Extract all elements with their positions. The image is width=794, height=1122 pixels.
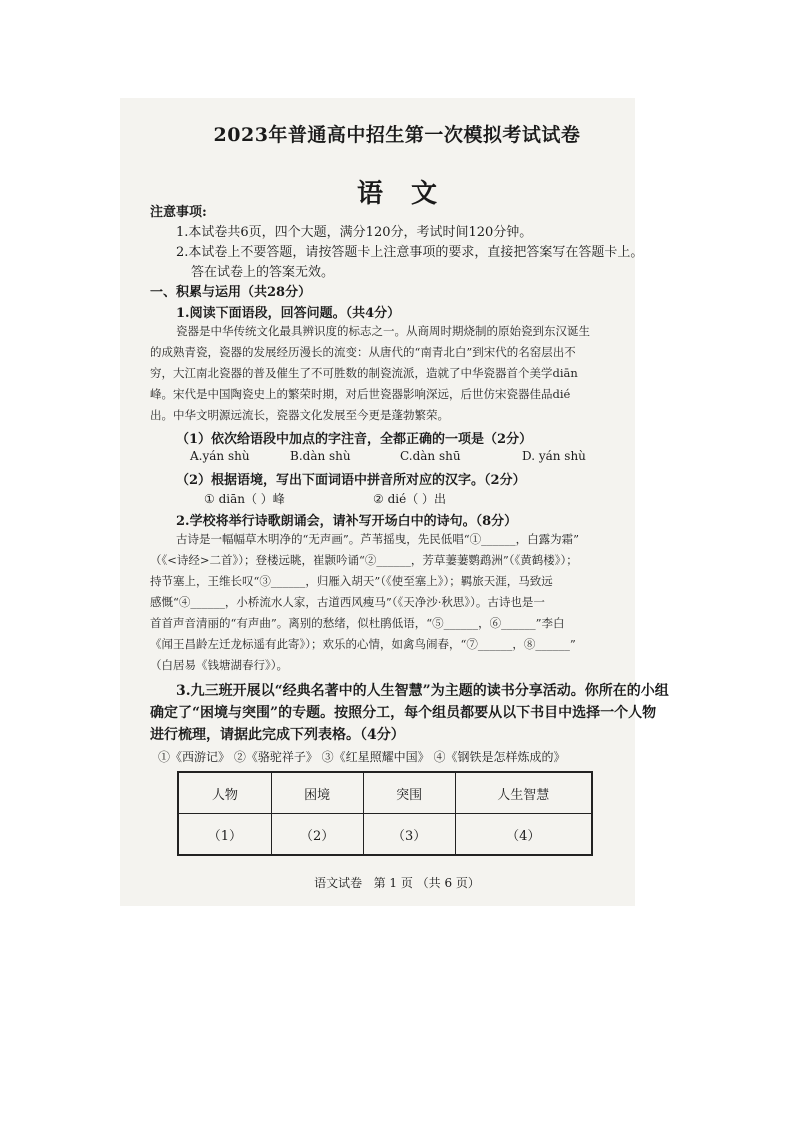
footer-label: 语文试卷 [314,876,363,890]
poem-line: 感慨“④______，小桥流水人家，古道西风瘦马”（《天净沙·秋思》）。古诗也是一 [150,595,545,609]
table-cell: （1） [178,814,271,856]
subject-title: 语文 [356,179,465,209]
question-3-prompt: 进行梳理，请据此完成下列表格。（4分） [150,727,405,743]
passage-line: 峰。宋代是中国陶瓷史上的繁荣时期，对后世瓷器影响深远，后世仿宋瓷器佳品dié [150,387,571,401]
question-1-sub-1: （1）依次给语段中加点的字注音，全都正确的一项是（2分） [176,432,533,447]
question-2-prompt: 2.学校将举行诗歌朗诵会，请补写开场白中的诗句。（8分） [176,514,518,529]
option-c: C.dàn shū [400,449,461,463]
question-1-sub-2: （2）根据语境，写出下面词语中拼音所对应的汉字。（2分） [176,473,526,488]
table-header-row [178,772,592,814]
book-list: ①《西游记》 ②《骆驼祥子》 ③《红星照耀中国》 ④《钢铁是怎样炼成的》 [158,750,566,764]
poem-line: （白居易《钱塘湖春行》）。 [150,658,288,672]
section-1-heading: 一、积累与运用（共28分） [150,285,312,300]
poem-line: （《<诗经>二首》）；登楼远眺，崔颢吟诵“②______，芳草萋萋鹦鹉洲”（《黄鹤楼》）； [150,553,578,567]
table-cell: （2） [271,814,363,856]
poem-line: 持节塞上，王维长叹“③______，归雁入胡天”（《使至塞上》）；羁旅天涯，马致远 [150,574,553,588]
passage-line: 穷，大江南北瓷器的普及催生了不可胜数的制瓷流派，造就了中华瓷器首个美学diān [150,366,578,380]
page-footer [0,874,794,891]
footer-page-number: 第 1 页 （共 6 页） [373,876,480,890]
table-header-cell: 人生智慧 [455,772,592,814]
notes-item-2: 2.本试卷上不要答题，请按答题卡上注意事项的要求，直接把答案写在答题卡上。 [176,245,644,260]
poem-line: 古诗是一幅幅草木明净的“无声画”。芦苇摇曳，先民低唱“①______，白露为霜” [176,532,580,546]
table-header-cell: 困境 [271,772,363,814]
table-cell: （3） [363,814,455,856]
notes-heading: 注意事项: [150,205,207,220]
question-3-prompt: 3.九三班开展以“经典名著中的人生智慧”为主题的读书分享活动。你所在的小组 [176,683,669,699]
table-row [178,814,592,856]
reading-table [177,771,593,856]
poem-line: 《闻王昌龄左迁龙标遥有此寄》）；欢乐的心情，如禽鸟闹春，“⑦______，⑧______” [150,637,576,651]
option-b: B.dàn shù [290,449,351,463]
passage-line: 出。中华文明源远流长，瓷器文化发展至今更是蓬勃繁荣。 [150,408,449,422]
poem-line: 首首声音清丽的“有声曲”。离别的愁绪，似杜鹃低语，“⑤______，⑥______”李白 [150,616,565,630]
option-a: A.yán shù [190,449,250,463]
passage-line: 的成熟青瓷，瓷器的发展经历漫长的流变：从唐代的“南青北白”到宋代的名窑层出不 [150,345,576,359]
pinyin-blank-2: ② dié（ ）出 [373,492,447,506]
pinyin-blank-1: ① diān（ ）峰 [204,492,285,506]
question-1-prompt: 1.阅读下面语段，回答问题。（共4分） [176,306,401,321]
passage-line: 瓷器是中华传统文化最具辨识度的标志之一。从商周时期烧制的原始瓷到东汉诞生 [176,324,590,338]
notes-item-2-cont: 答在试卷上的答案无效。 [191,265,335,280]
option-d: D. yán shù [522,449,586,463]
table-header-cell: 突围 [363,772,455,814]
notes-item-1: 1.本试卷共6页，四个大题，满分120分，考试时间120分钟。 [176,225,533,240]
table-header-cell: 人物 [178,772,271,814]
exam-title: 2023年普通高中招生第一次模拟考试试卷 [213,124,581,146]
table-cell: （4） [455,814,592,856]
question-3-prompt: 确定了“困境与突围”的专题。按照分工，每个组员都要从以下书目中选择一个人物 [150,705,657,721]
